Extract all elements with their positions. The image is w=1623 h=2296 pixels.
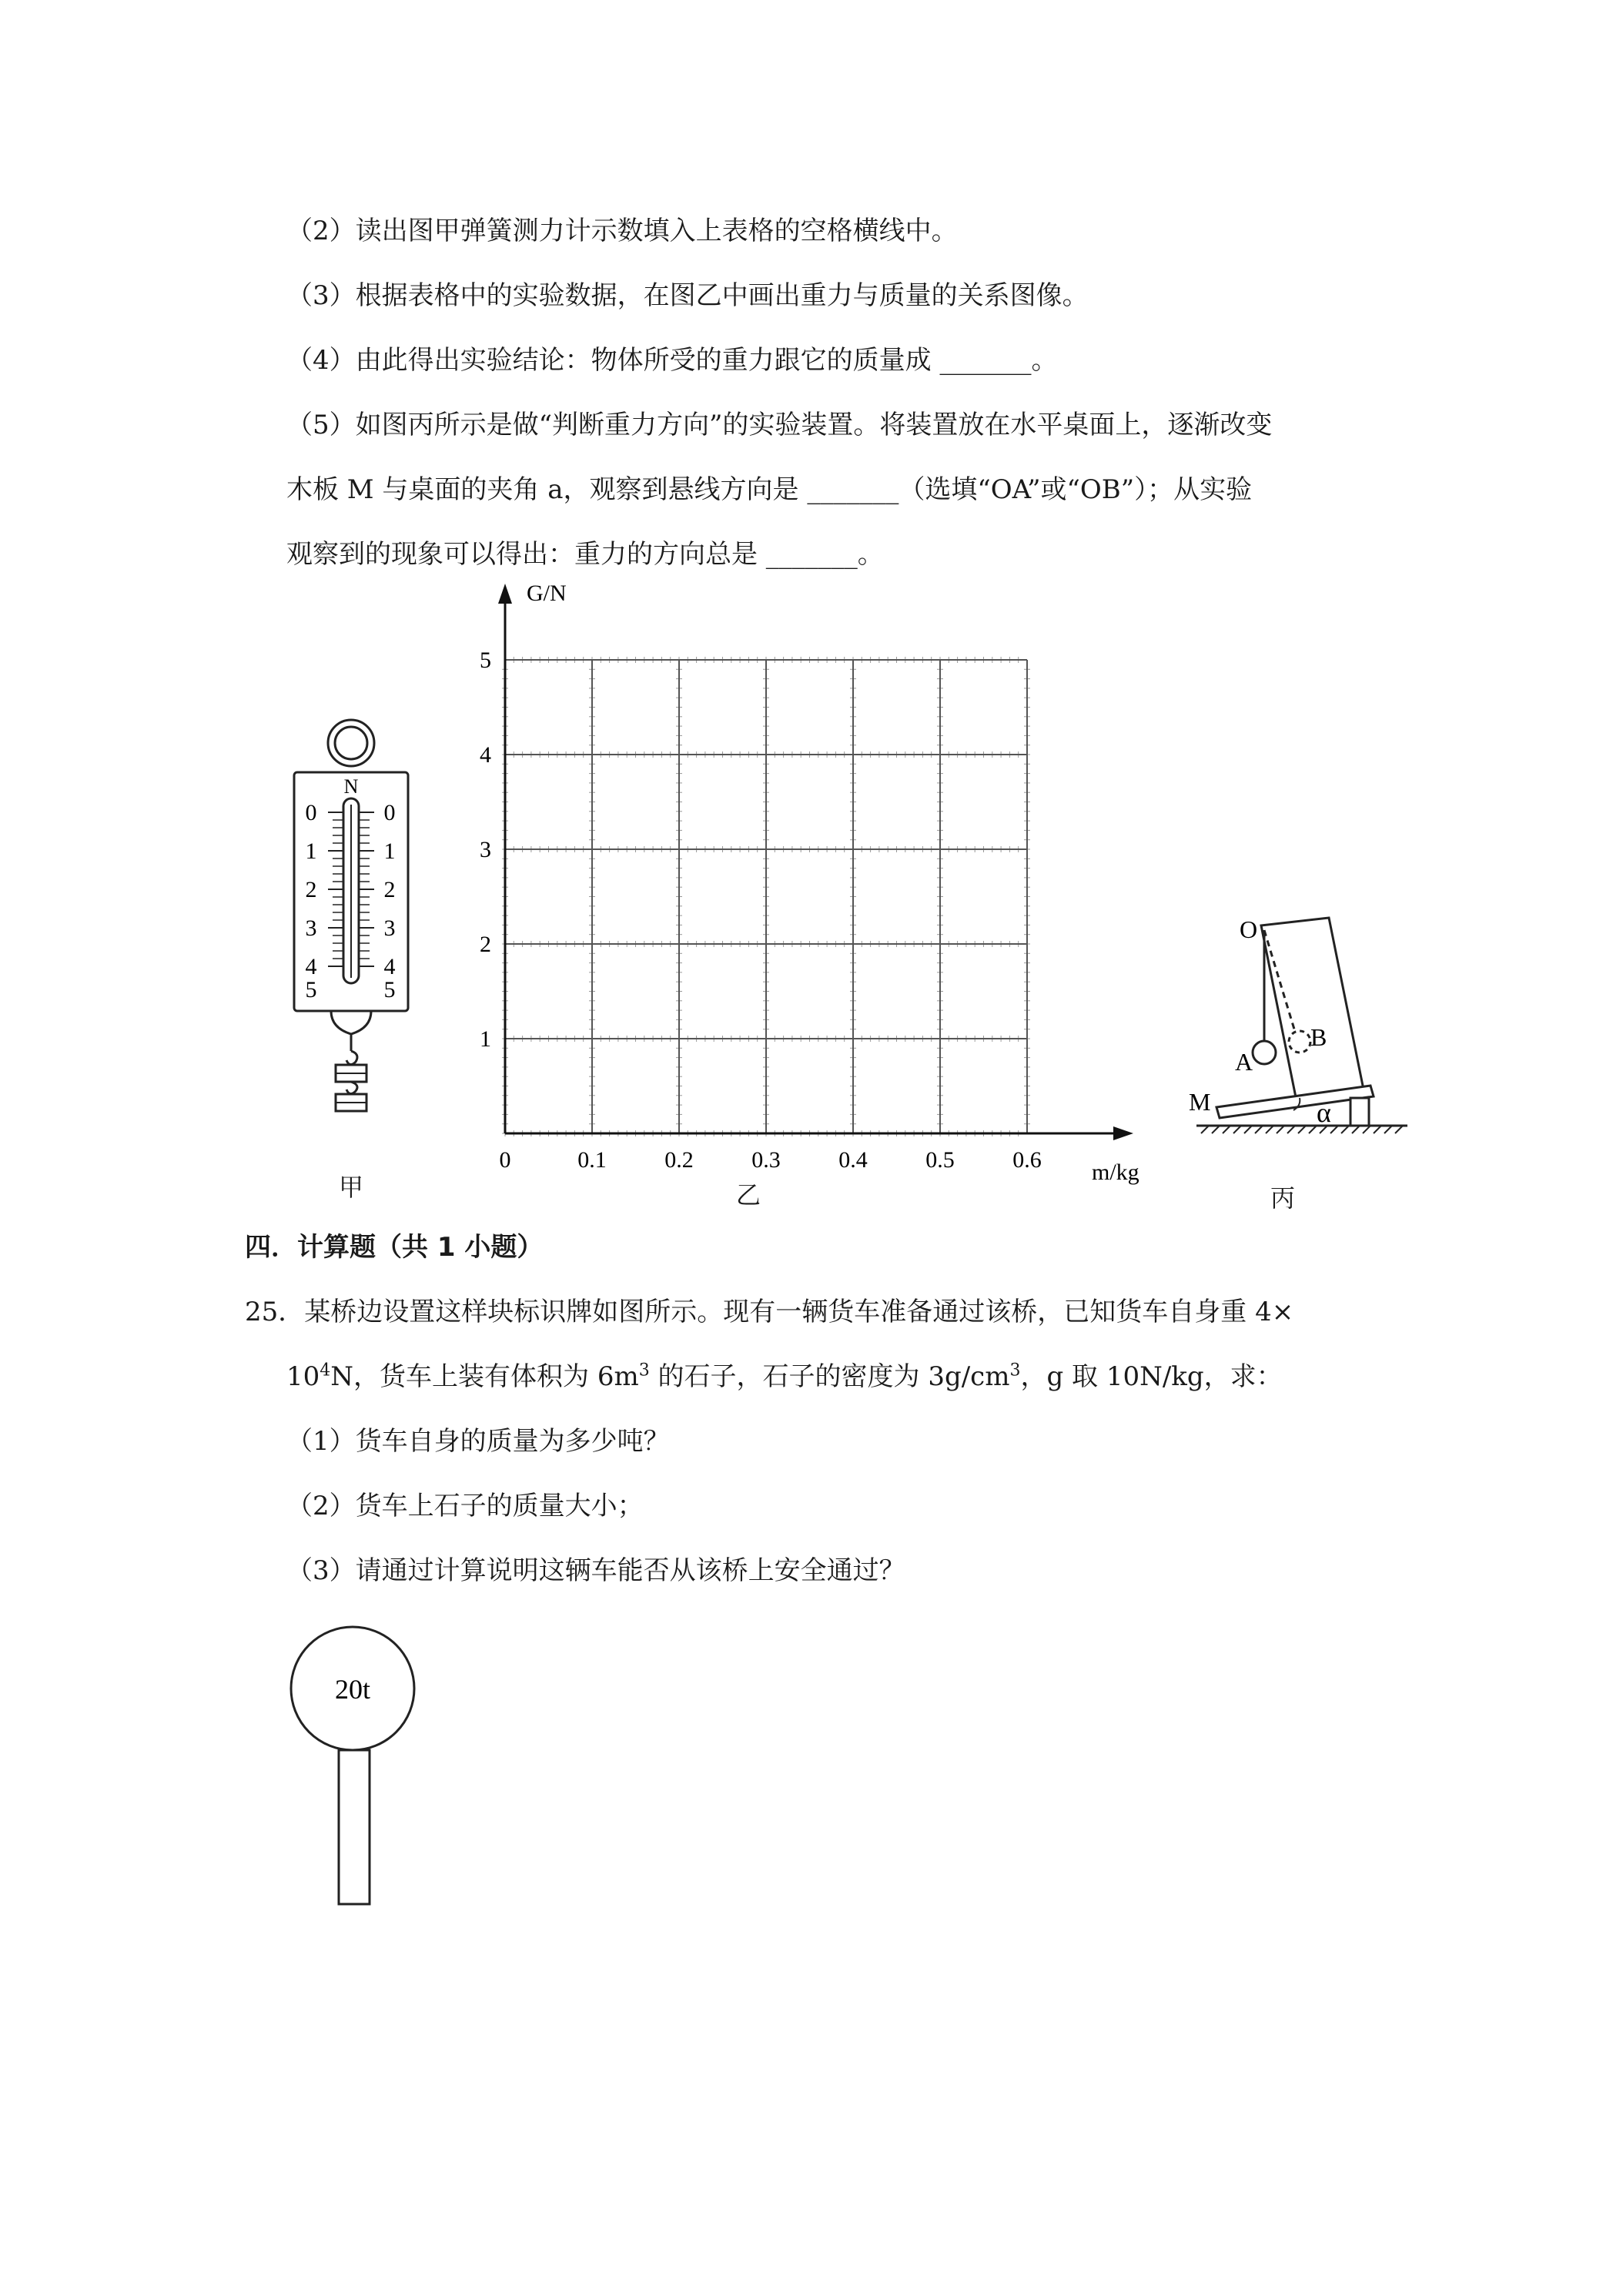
q25-weight-base: 10 (286, 1361, 320, 1392)
scale-bottom-hook (331, 1011, 371, 1034)
q25-volume-text: N，货车上装有体积为 6m (330, 1361, 639, 1392)
y-tick-label: 4 (480, 742, 491, 768)
sign-post (339, 1750, 370, 1904)
sign-weight-limit: 20t (334, 1674, 371, 1705)
q25-density-text: 的石子，石子的密度为 3g/cm (649, 1361, 1010, 1392)
q25-line2 (286, 1360, 1283, 1394)
q24-item3: （3）根据表格中的实验数据，在图乙中画出重力与质量的关系图像。 (286, 280, 1089, 311)
label-a: A (1235, 1048, 1253, 1076)
x-axis-label: m/kg (1092, 1160, 1139, 1185)
figure-jia-label: 甲 (339, 1173, 364, 1202)
plumb-bob-a (1253, 1041, 1276, 1064)
label-alpha: α (1317, 1097, 1331, 1128)
x-tick-label: 0.4 (838, 1147, 868, 1173)
q25-sub1: （1）货车自身的质量为多少吨？ (286, 1426, 670, 1457)
figure-bing-label: 丙 (1270, 1183, 1296, 1213)
scale-right-5: 5 (383, 977, 396, 1002)
scale-left-0: 0 (305, 800, 317, 825)
scale-right-4: 4 (383, 954, 396, 979)
q24-item4: （4）由此得出实验结论：物体所受的重力跟它的质量成 _______。 (286, 345, 1058, 376)
q24-item5-line2: 木板 M 与桌面的夹角 a，观察到悬线方向是 _______（选填“OA”或“OB”）；从实验 (286, 474, 1253, 505)
scale-left-1: 1 (305, 838, 317, 864)
label-b: B (1310, 1023, 1327, 1051)
q25-g-text: ，g 取 10N/kg，求： (1020, 1361, 1283, 1392)
y-axis-label: G/N (527, 581, 567, 606)
q25-sub2: （2）货车上石子的质量大小； (286, 1491, 644, 1521)
spring-scale-figure (285, 712, 416, 1166)
q24-item2: （2）读出图甲弹簧测力计示数填入上表格的空格横线中。 (286, 216, 958, 246)
y-tick-label: 5 (480, 648, 491, 673)
y-tick-label: 3 (480, 837, 491, 862)
x-tick-label: 0.5 (925, 1147, 955, 1173)
figure-yi-label: 乙 (736, 1180, 761, 1210)
support-block (1350, 1098, 1369, 1126)
gravity-direction-apparatus (1178, 909, 1409, 1155)
q24-item5-line1: （5）如图丙所示是做“判断重力方向”的实验装置。将装置放在水平桌面上，逐渐改变 (286, 410, 1273, 440)
scale-left-3: 3 (305, 915, 317, 941)
q25-sub3: （3）请通过计算说明这辆车能否从该桥上安全通过？ (286, 1555, 905, 1586)
y-tick-label: 1 (480, 1026, 491, 1052)
q25-line1: 25．某桥边设置这样块标识牌如图所示。现有一辆货车准备通过该桥，已知货车自身重 4× (245, 1297, 1294, 1327)
y-axis-arrow (498, 584, 512, 604)
scale-right-3: 3 (383, 915, 396, 941)
scale-right-2: 2 (383, 877, 396, 902)
section-heading: 四．计算题（共 1 小题） (245, 1232, 544, 1263)
x-tick-label: 0.3 (751, 1147, 781, 1173)
q25-weight-exp: 4 (320, 1361, 331, 1381)
scale-ring-inner (335, 727, 367, 759)
scale-left-5: 5 (305, 977, 317, 1002)
scale-right-1: 1 (383, 838, 396, 864)
bridge-limit-sign (285, 1623, 423, 1908)
q25-density-exp: 3 (1009, 1361, 1021, 1381)
scale-left-2: 2 (305, 877, 317, 902)
q25-volume-exp: 3 (638, 1361, 650, 1381)
scale-unit-label: N (343, 775, 359, 798)
q24-item5-line3: 观察到的现象可以得出：重力的方向总是 _______。 (286, 539, 884, 570)
x-tick-label: 0.1 (577, 1147, 607, 1173)
x-tick-label: 0.2 (664, 1147, 694, 1173)
x-tick-label: 0.6 (1012, 1147, 1042, 1173)
y-tick-label: 2 (480, 932, 491, 957)
vertical-board (1261, 918, 1364, 1101)
plumb-bob-b-dashed (1289, 1031, 1310, 1053)
scale-right-0: 0 (383, 800, 396, 825)
label-m: M (1189, 1088, 1211, 1116)
x-tick-label: 0 (499, 1147, 511, 1173)
gravity-mass-chart (431, 570, 1170, 1186)
label-o: O (1240, 915, 1258, 943)
x-axis-arrow (1113, 1126, 1133, 1140)
scale-left-4: 4 (305, 954, 317, 979)
